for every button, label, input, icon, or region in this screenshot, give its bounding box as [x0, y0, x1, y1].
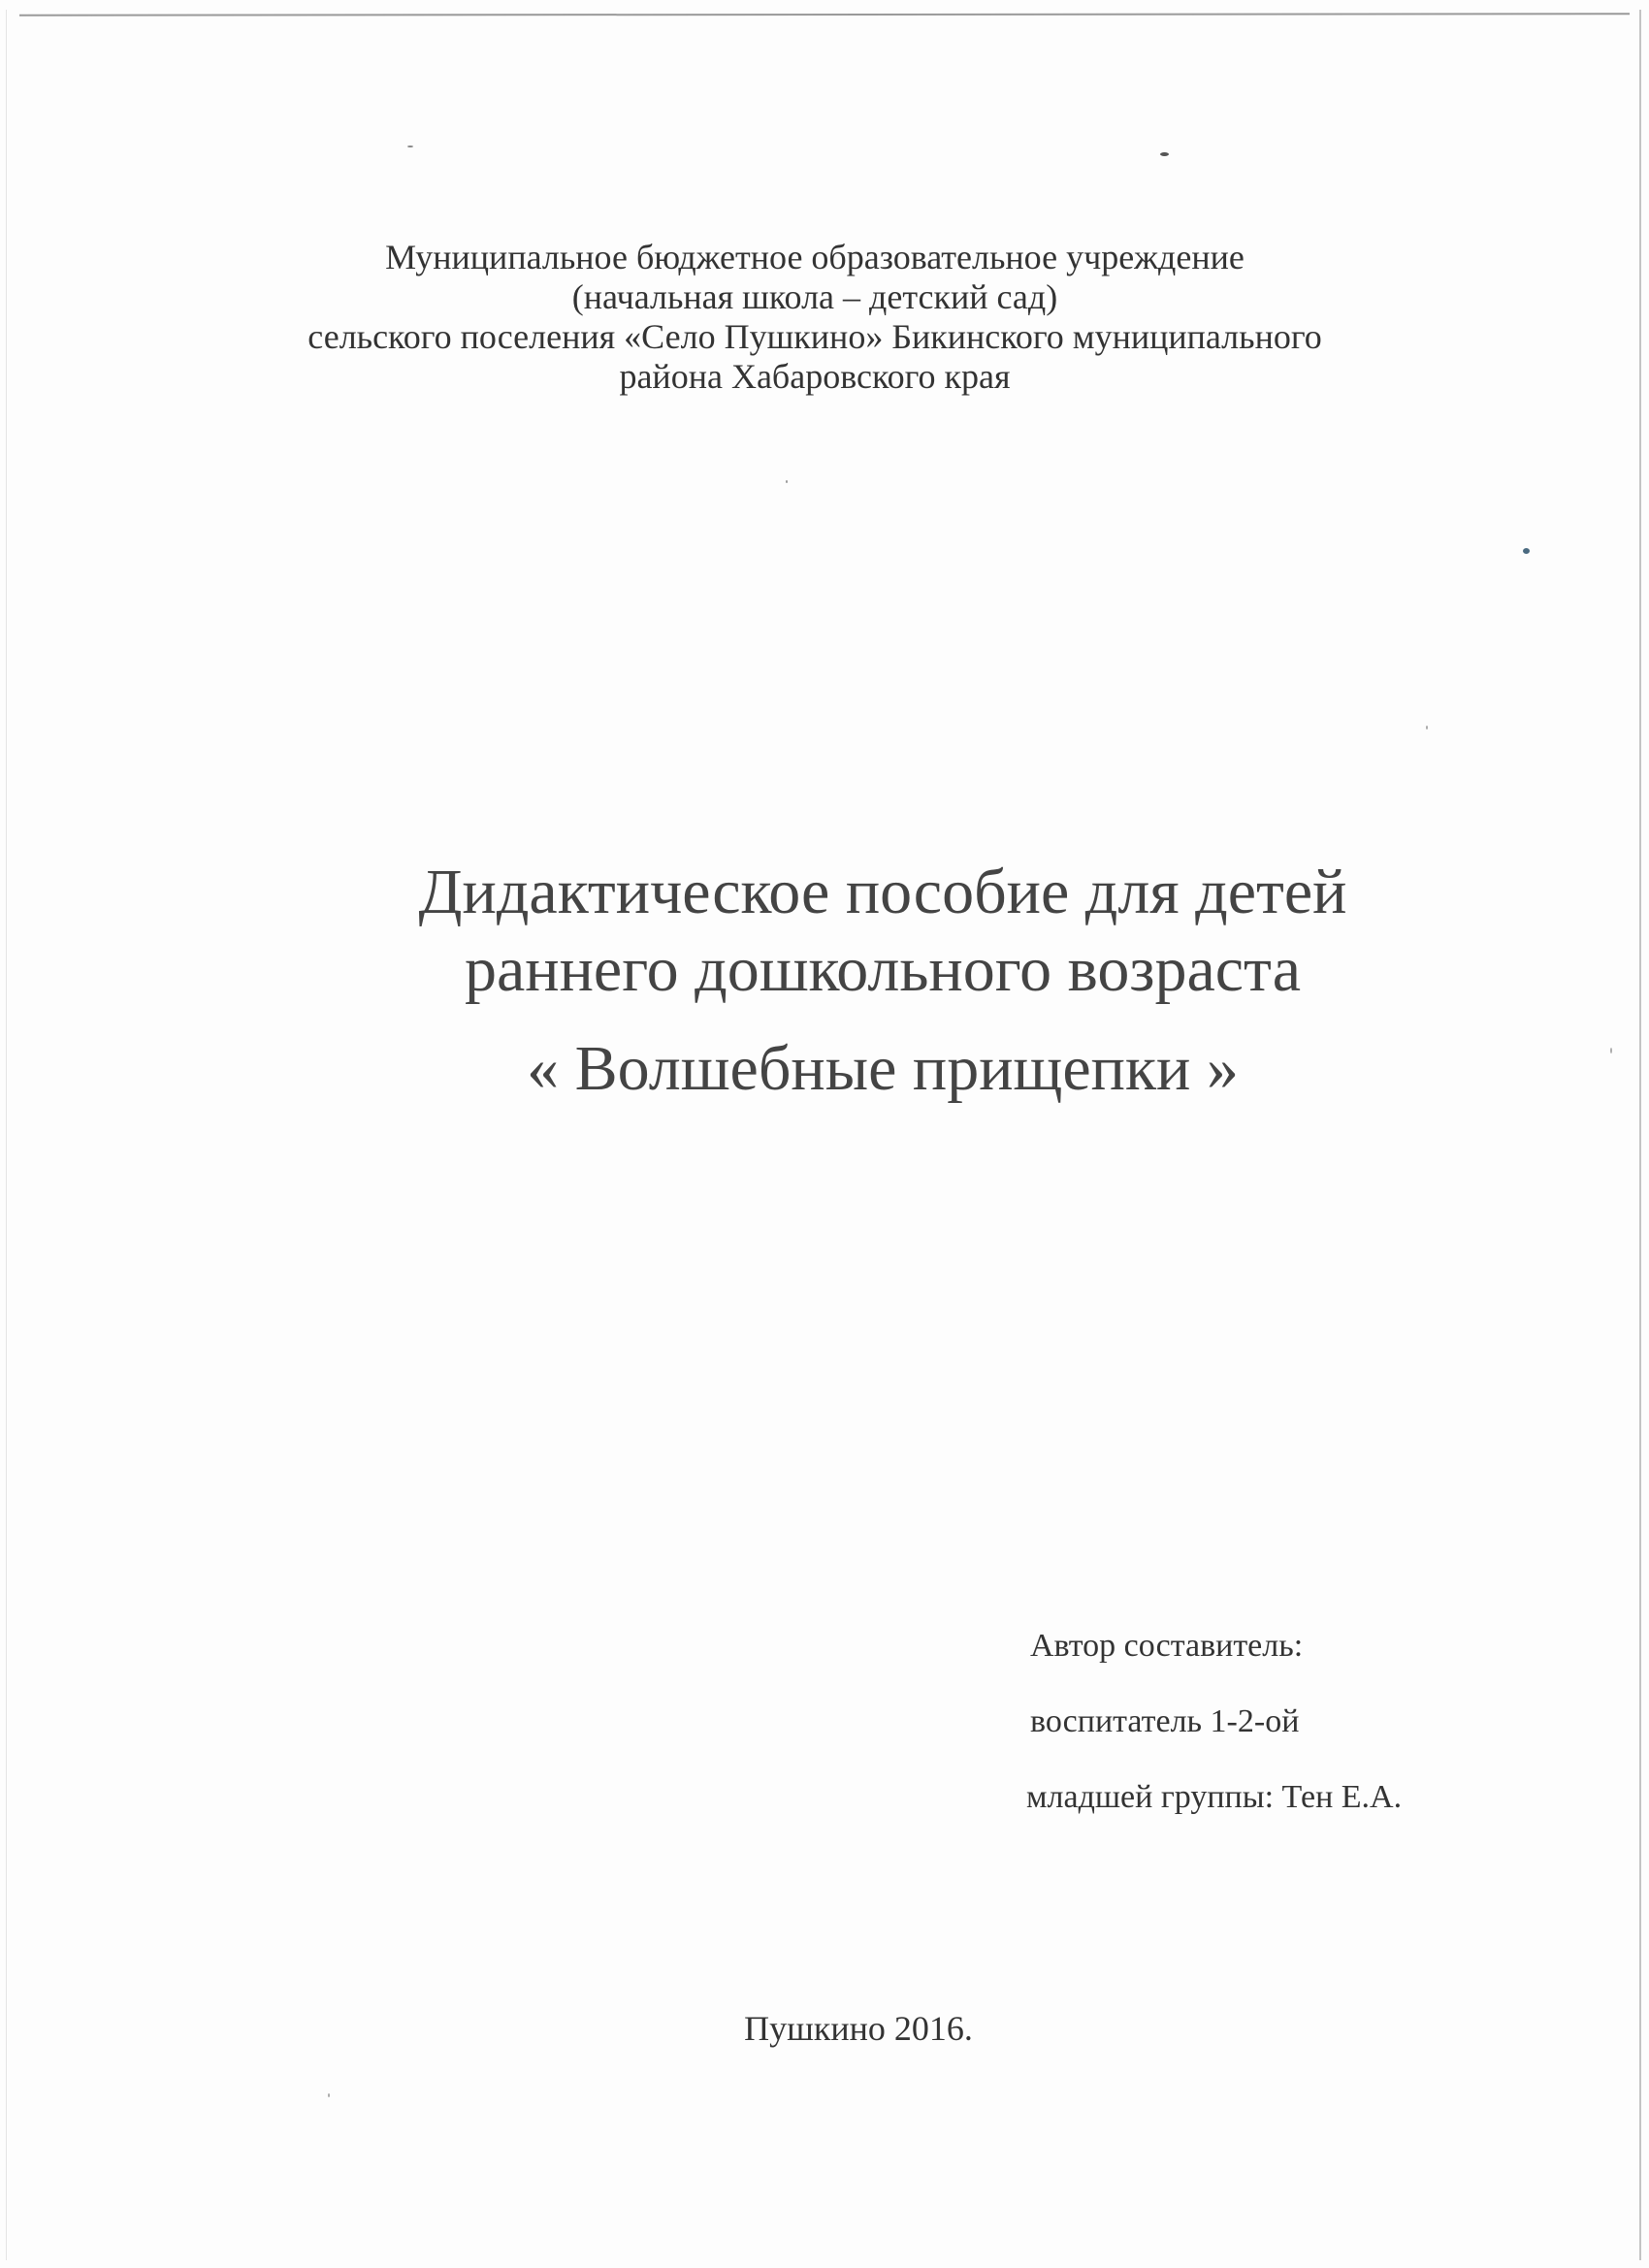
- title-subtitle: « Волшебные прищепки »: [527, 1033, 1239, 1104]
- author-name: младшей группы: Тен Е.А.: [1026, 1779, 1403, 1815]
- scan-edge-right: [1639, 10, 1641, 2260]
- institution-header: [272, 238, 1358, 397]
- institution-line-1: Муниципальное бюджетное образовательное учреждение: [385, 238, 1245, 276]
- scan-speck: [1523, 548, 1530, 554]
- scan-speck: [407, 146, 413, 147]
- scan-speck: [786, 480, 788, 483]
- scan-speck: [1610, 1048, 1612, 1053]
- institution-line-4: района Хабаровского края: [619, 357, 1011, 396]
- document-title: [155, 854, 1610, 1108]
- scan-edge-left: [6, 10, 7, 2260]
- author-label: Автор составитель:: [1030, 1628, 1304, 1664]
- title-line-2: раннего дошкольного возраста: [465, 934, 1301, 1005]
- scan-speck: [1160, 152, 1169, 156]
- scan-speck: [1426, 726, 1428, 729]
- title-line-1: Дидактическое пособие для детей: [418, 857, 1347, 927]
- institution-line-3: сельского поселения «Село Пушкино» Бикинского муниципального: [307, 317, 1322, 356]
- scan-edge-top: [19, 13, 1630, 16]
- institution-line-2: (начальная школа – детский сад): [571, 277, 1058, 316]
- place-and-year: Пушкино 2016.: [744, 2009, 973, 2048]
- author-position: воспитатель 1-2-ой: [1030, 1703, 1300, 1739]
- scan-speck: [328, 2093, 330, 2097]
